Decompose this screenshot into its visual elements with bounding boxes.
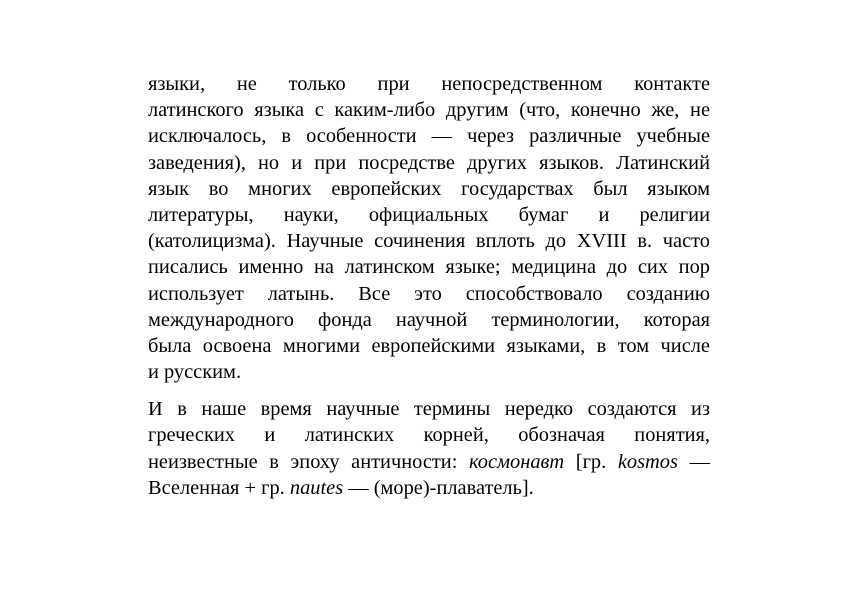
text-line: литературы, науки, официальных бумаг и религии [148, 203, 710, 226]
text-line: была освоена многими европейскими языками, в том числе [148, 334, 710, 357]
text-run: — [677, 450, 710, 473]
paragraph-2 [148, 396, 710, 501]
text-line [148, 475, 710, 501]
text-block [148, 71, 710, 501]
text-run: — (море)-плаватель]. [343, 476, 534, 499]
text-line: и русским. [148, 361, 242, 384]
text-line: писались именно на латинском языке; медицина до сих пор [148, 256, 710, 279]
text-run: Вселенная + гр. [148, 476, 290, 499]
italic-term: nautes [289, 476, 344, 499]
italic-term: kosmos [617, 450, 678, 473]
italic-term: космонавт [469, 450, 565, 473]
text-line: использует латынь. Все это способствовало созданию [148, 282, 710, 305]
paragraph-gap [148, 385, 710, 396]
text-line: международного фонда научной терминологии, которая [148, 308, 710, 331]
text-line: заведения), но и при посредстве других языков. Латинский [148, 151, 710, 174]
text-line: И в наше время научные термины нередко создаются из [148, 398, 710, 421]
text-line: латинского языка с каким-либо другим (что, конечно же, не [148, 99, 710, 122]
text-run: [гр. [564, 450, 618, 473]
text-line: (католицизма). Научные сочинения вплоть до XVIII в. часто [148, 230, 710, 253]
text-run: неизвестные в эпоху античности: [148, 450, 470, 473]
text-line: исключалось, в особенности — через различные учебные [148, 125, 710, 148]
text-line: языки, не только при непосредственном контакте [148, 73, 710, 95]
text-line [148, 449, 710, 475]
text-line: язык во многих европейских государствах был языком [148, 177, 710, 200]
paragraph-1 [148, 71, 710, 385]
text-line: греческих и латинских корней, обозначая понятия, [148, 424, 710, 447]
